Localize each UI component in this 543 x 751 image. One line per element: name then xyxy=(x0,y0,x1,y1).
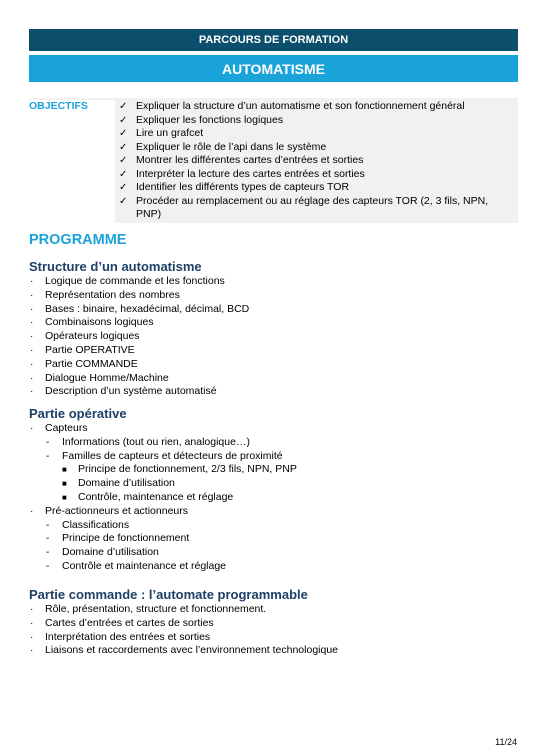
list-item-text: Informations (tout ou rien, analogique…) xyxy=(62,435,250,448)
bullet-icon: · xyxy=(30,505,34,517)
bullet-icon: · xyxy=(30,303,34,315)
check-icon: ✓ xyxy=(119,182,128,193)
check-icon: ✓ xyxy=(119,195,128,207)
list-item-text: Description d’un système automatisé xyxy=(45,385,217,398)
list-item xyxy=(29,519,518,533)
objectifs-box xyxy=(29,98,518,223)
bullet-icon: · xyxy=(30,358,34,370)
list-item xyxy=(29,385,518,399)
banner-parcours xyxy=(29,29,518,51)
list-item xyxy=(29,330,518,344)
bullet-icon: · xyxy=(30,423,34,434)
page-title: AUTOMATISME xyxy=(222,60,325,77)
list-item-text: Partie OPERATIVE xyxy=(45,343,135,356)
list-item-text: Familles de capteurs et détecteurs de proximité xyxy=(62,449,283,462)
dash-icon: - xyxy=(46,519,50,531)
bullet-icon: · xyxy=(30,317,34,329)
objectifs-list xyxy=(119,100,514,222)
list-item xyxy=(29,316,518,330)
bullet-icon: · xyxy=(30,386,34,398)
check-icon: ✓ xyxy=(119,114,128,126)
list-item-text: Cartes d’entrées et cartes de sorties xyxy=(45,616,214,629)
bullet-icon: · xyxy=(30,372,34,384)
objectif-text: Identifier les différents types de capteurs TOR xyxy=(136,181,350,193)
section-title: Structure d’un automatisme xyxy=(29,259,202,274)
banner-parcours-text: PARCOURS DE FORMATION xyxy=(198,34,349,46)
bullet-icon: · xyxy=(30,344,34,356)
section-commande xyxy=(29,586,518,658)
dash-icon: - xyxy=(46,450,50,462)
objectif-text: Interpréter la lecture des cartes entrées et sorties xyxy=(136,167,365,180)
dash-icon: - xyxy=(46,436,50,448)
page-number: 11/24 xyxy=(495,737,517,747)
check-icon: ✓ xyxy=(119,141,128,153)
operative-list xyxy=(29,422,518,574)
programme-heading: PROGRAMME xyxy=(29,232,127,248)
list-item-text: Logique de commande et les fonctions xyxy=(45,275,225,287)
list-item xyxy=(29,560,518,574)
check-icon: ✓ xyxy=(119,128,128,139)
list-item xyxy=(29,463,518,477)
objectif-text: Expliquer les fonctions logiques xyxy=(136,113,284,126)
list-item xyxy=(29,450,518,464)
objectif-item xyxy=(119,114,514,128)
list-item-text: Interprétation des entrées et sorties xyxy=(45,630,211,643)
list-item-text: Liaisons et raccordements avec l’environnement technologique xyxy=(45,644,339,657)
list-item xyxy=(29,603,518,617)
list-item-text: Bases : binaire, hexadécimal, décimal, BCD xyxy=(45,302,250,315)
list-item xyxy=(29,532,518,546)
list-item-text: Combinaisons logiques xyxy=(45,316,154,329)
check-icon: ✓ xyxy=(119,101,128,112)
dash-icon: - xyxy=(46,533,50,545)
list-item xyxy=(29,436,518,450)
list-item-text: Principe de fonctionnement xyxy=(62,532,190,545)
square-bullet-icon: ■ xyxy=(62,465,67,475)
list-item xyxy=(29,303,518,317)
objectif-item xyxy=(119,195,514,222)
list-item-text: Contrôle, maintenance et réglage xyxy=(78,490,234,503)
objectif-text: Expliquer le rôle de l’api dans le système xyxy=(136,140,327,153)
bullet-icon: · xyxy=(30,617,34,629)
list-item-text: Pré-actionneurs et actionneurs xyxy=(45,504,188,517)
square-bullet-icon: ■ xyxy=(62,479,67,489)
list-item xyxy=(29,617,518,631)
check-icon: ✓ xyxy=(119,168,128,180)
objectif-item xyxy=(119,100,514,114)
list-item-text: Contrôle et maintenance et réglage xyxy=(62,559,227,572)
bullet-icon: · xyxy=(30,604,34,615)
list-item-text: Domaine d’utilisation xyxy=(62,546,159,559)
list-item xyxy=(29,631,518,645)
list-item-text: Domaine d’utilisation xyxy=(78,477,175,490)
list-item-text: Partie COMMANDE xyxy=(45,357,138,370)
list-item xyxy=(29,477,518,491)
list-item xyxy=(29,289,518,303)
check-icon: ✓ xyxy=(119,155,128,166)
objectif-item xyxy=(119,127,514,141)
banner-title xyxy=(29,55,518,82)
dash-icon: - xyxy=(46,560,50,572)
section-title: Partie commande : l’automate programmable xyxy=(29,587,308,602)
objectif-item xyxy=(119,168,514,182)
commande-list xyxy=(29,603,518,658)
list-item xyxy=(29,422,518,436)
dash-icon: - xyxy=(46,547,50,559)
objectif-text: Procéder au remplacement ou au réglage des capteurs TOR (2, 3 fils, NPN, PNP) xyxy=(136,194,489,220)
list-item xyxy=(29,358,518,372)
list-item xyxy=(29,505,518,519)
bullet-icon: · xyxy=(30,631,34,643)
list-item-text: Opérateurs logiques xyxy=(45,330,140,343)
objectif-item xyxy=(119,181,514,195)
list-item xyxy=(29,372,518,386)
list-item xyxy=(29,344,518,358)
section-title: Partie opérative xyxy=(29,406,127,421)
list-item-text: Dialogue Homme/Machine xyxy=(45,371,169,384)
objectif-text: Montrer les différentes cartes d’entrées et sorties xyxy=(136,154,364,166)
list-item-text: Capteurs xyxy=(45,422,88,434)
list-item xyxy=(29,275,518,289)
objectifs-label: OBJECTIFS xyxy=(29,100,115,223)
list-item-text: Représentation des nombres xyxy=(45,288,180,301)
bullet-icon: · xyxy=(30,276,34,287)
bullet-icon: · xyxy=(30,331,34,343)
list-item-text: Rôle, présentation, structure et fonctionnement. xyxy=(45,603,267,615)
list-item xyxy=(29,491,518,505)
list-item-text: Classifications xyxy=(62,518,130,531)
bullet-icon: · xyxy=(30,289,34,301)
list-item xyxy=(29,546,518,560)
objectif-text: Lire un grafcet xyxy=(136,127,204,139)
structure-list xyxy=(29,275,518,399)
objectif-item xyxy=(119,154,514,168)
square-bullet-icon: ■ xyxy=(62,492,67,502)
section-structure xyxy=(29,258,518,399)
list-item xyxy=(29,644,518,658)
objectif-text: Expliquer la structure d’un automatisme et son fonctionnement général xyxy=(136,100,465,112)
section-operative xyxy=(29,405,518,574)
bullet-icon: · xyxy=(30,645,34,657)
objectif-item xyxy=(119,141,514,155)
list-item-text: Principe de fonctionnement, 2/3 fils, NPN, PNP xyxy=(78,463,297,476)
